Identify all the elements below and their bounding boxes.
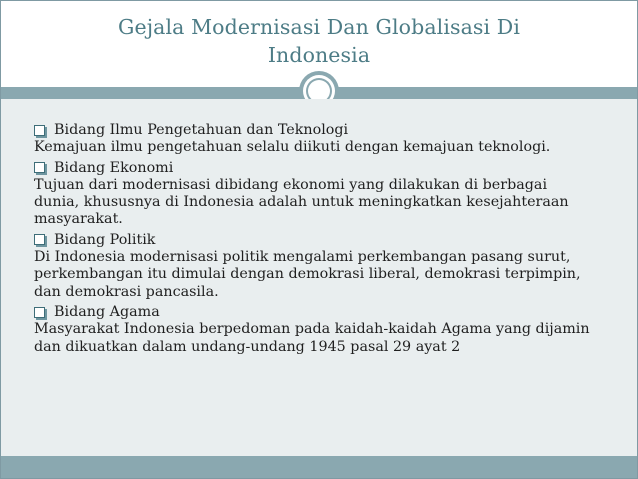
slide-title: [41, 13, 597, 69]
slide-title-line-2: Indonesia: [267, 43, 371, 67]
section-heading-label: Bidang Ekonomi: [54, 159, 174, 176]
section-heading-label: Bidang Agama: [54, 303, 160, 320]
slide-title-line-1: Gejala Modernisasi Dan Globalisasi Di: [118, 15, 520, 39]
square-bullet-icon: [34, 234, 47, 246]
section-heading-label: Bidang Ilmu Pengetahuan dan Teknologi: [54, 122, 349, 138]
section-heading-agama: [34, 304, 594, 321]
section-text-politik: Di Indonesia modernisasi politik mengalami perkembangan pasang surut, perkembangan itu dimulai dengan demokrasi liberal, demokrasi terpimpin, dan demokrasi pancasila.: [34, 249, 581, 300]
section-heading-iptek: [34, 122, 594, 139]
section-text-iptek: Kemajuan ilmu pengetahuan selalu diikuti dengan kemajuan teknologi.: [34, 139, 551, 156]
section-text-agama: Masyarakat Indonesia berpedoman pada kaidah-kaidah Agama yang dijamin dan dikuatkan dalam undang-undang 1945 pasal 29 ayat 2: [34, 321, 590, 355]
content-list: [34, 119, 594, 356]
square-bullet-icon: [34, 307, 47, 319]
section-heading-politik: [34, 232, 594, 249]
section-heading-label: Bidang Politik: [54, 231, 156, 248]
footer-bar: [1, 456, 637, 478]
section-heading-ekonomi: [34, 160, 594, 177]
square-bullet-icon: [34, 162, 47, 174]
square-bullet-icon: [34, 125, 47, 137]
section-text-ekonomi: Tujuan dari modernisasi dibidang ekonomi yang dilakukan di berbagai dunia, khususnya di Indonesia adalah untuk meningkatkan kesejahteraan masyarakat.: [34, 176, 569, 228]
